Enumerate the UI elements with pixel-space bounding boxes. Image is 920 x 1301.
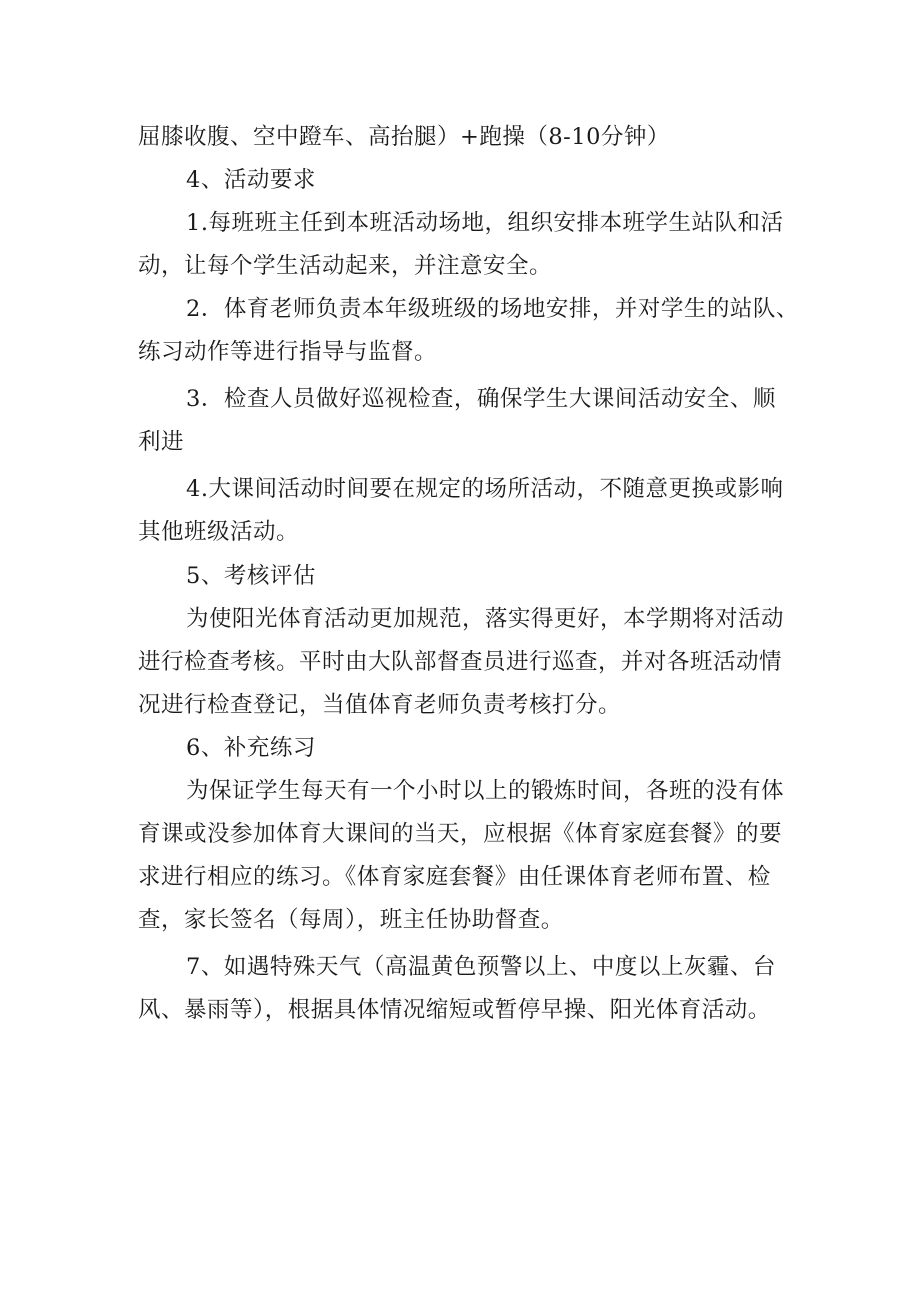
- text-line: 2．体育老师负责本年级班级的场地安排，并对学生的站队、: [186, 296, 799, 322]
- section-heading: 4、活动要求: [186, 167, 316, 193]
- text-line: 进行检查考核。平时由大队部督查员进行巡查，并对各班活动情: [138, 649, 783, 675]
- text-line: 动，让每个学生活动起来，并注意安全。: [138, 253, 553, 279]
- text-line: 4.大课间活动时间要在规定的场所活动，不随意更换或影响: [186, 476, 784, 502]
- text-line: 利进: [138, 429, 185, 455]
- text-line: 求进行相应的练习。《体育家庭套餐》由任课体育老师布置、检: [138, 864, 771, 890]
- text-line: 育课或没参加体育大课间的当天，应根据《体育家庭套餐》的要: [138, 821, 783, 847]
- text-line: 1.每班班主任到本班活动场地，组织安排本班学生站队和活: [186, 210, 784, 236]
- text-line: 查，家长签名（每周），班主任协助督查。: [138, 907, 564, 933]
- text-line: 风、暴雨等），根据具体情况缩短或暂停早操、阳光体育活动。: [138, 997, 771, 1023]
- text-line: 屈膝收腹、空中蹬车、高抬腿）+跑操（8-10分钟）: [138, 124, 670, 150]
- section-heading: 6、补充练习: [186, 735, 316, 761]
- text-line: 7、如遇特殊天气（高温黄色预警以上、中度以上灰霾、台: [186, 954, 776, 980]
- text-line: 练习动作等进行指导与监督。: [138, 339, 438, 365]
- text-line: 为保证学生每天有一个小时以上的锻炼时间，各班的没有体: [186, 778, 785, 804]
- text-line: 为使阳光体育活动更加规范，落实得更好，本学期将对活动: [186, 606, 785, 632]
- text-line: 其他班级活动。: [138, 519, 300, 545]
- text-line: 3．检查人员做好巡视检查，确保学生大课间活动安全、顺: [186, 386, 776, 412]
- section-heading: 5、考核评估: [186, 563, 316, 589]
- text-line: 况进行检查登记，当值体育老师负责考核打分。: [138, 692, 622, 718]
